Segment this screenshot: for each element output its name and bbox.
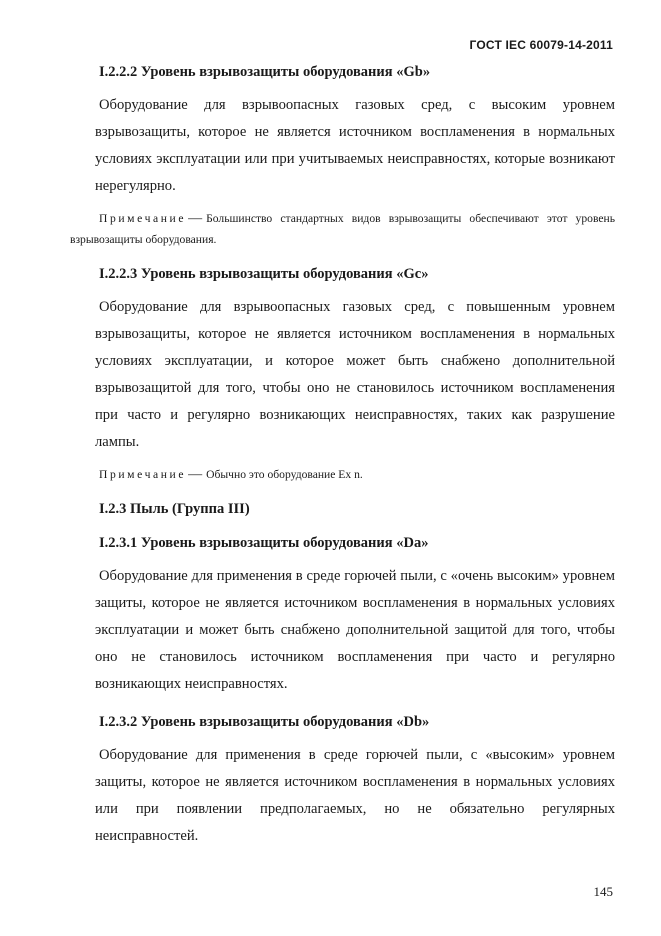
note-text-gc: Обычно это оборудование Ex n.: [206, 468, 363, 481]
note-text-gb: Большинство стандартных видов взрывозащиты обеспечивают этот уровень взрывозащиты оборудования.: [70, 212, 615, 246]
section-paragraph-gb-text: Оборудование для взрывоопасных газовых сред, с высоким уровнем взрывозащиты, которое не является источником воспламенения в нормальных условиях эксплуатации или при учитываемых неисправностях, которые возникают нерегулярно.: [95, 97, 615, 194]
section-paragraph-da-text: Оборудование для применения в среде горючей пыли, с «очень высоким» уровнем защиты, которое не является источником воспламенения в нормальных условиях эксплуатации и может быть снабжено дополнительной защитой для того, чтобы оно не становилось источником воспламенения при часто и регулярно возникающих неисправностях.: [95, 568, 615, 692]
document-body: [70, 62, 615, 850]
section-note-gb: Примечание — Большинство стандартных видов взрывозащиты обеспечивают этот уровень взрывозащиты оборудования.: [70, 211, 615, 246]
section-heading-gb: I.2.2.2 Уровень взрывозащиты оборудования «Gb»: [99, 64, 431, 80]
section-heading-db: I.2.3.2 Уровень взрывозащиты оборудования «Db»: [99, 714, 430, 730]
section-paragraph-gc-text: Оборудование для взрывоопасных газовых сред, с повышенным уровнем взрывозащиты, которое не является источником воспламенения в нормальных условиях эксплуатации, и которое может быть снабжено дополнительной взрывозащитой для того, чтобы оно не становилось источником воспламенения при часто и регулярно возникающих неисправностях, таких как разрушение лампы.: [95, 299, 615, 450]
section-paragraph-da: [95, 563, 615, 698]
section-paragraph-db-text: Оборудование для применения в среде горючей пыли, с «высоким» уровнем защиты, которое не является источником воспламенения в нормальных условиях или при появлении предполагаемых, но не обязательно регулярных неисправностей.: [95, 747, 615, 844]
section-paragraph-gc: [95, 294, 615, 456]
note-label-gb: Примечание: [99, 212, 187, 225]
section-heading-da: I.2.3.1 Уровень взрывозащиты оборудования «Da»: [99, 535, 429, 551]
section-paragraph-gb: [95, 92, 615, 200]
standard-code-header: ГОСТ IEC 60079-14-2011: [469, 38, 613, 52]
note-label-gc: Примечание: [99, 468, 187, 481]
section-paragraph-db: [95, 742, 615, 850]
section-heading-dust: I.2.3 Пыль (Группа III): [99, 501, 250, 517]
section-note-gc: Примечание — Обычно это оборудование Ex n.: [99, 467, 363, 482]
page-number: 145: [593, 884, 613, 899]
section-heading-gc: I.2.2.3 Уровень взрывозащиты оборудования «Gc»: [99, 266, 429, 282]
